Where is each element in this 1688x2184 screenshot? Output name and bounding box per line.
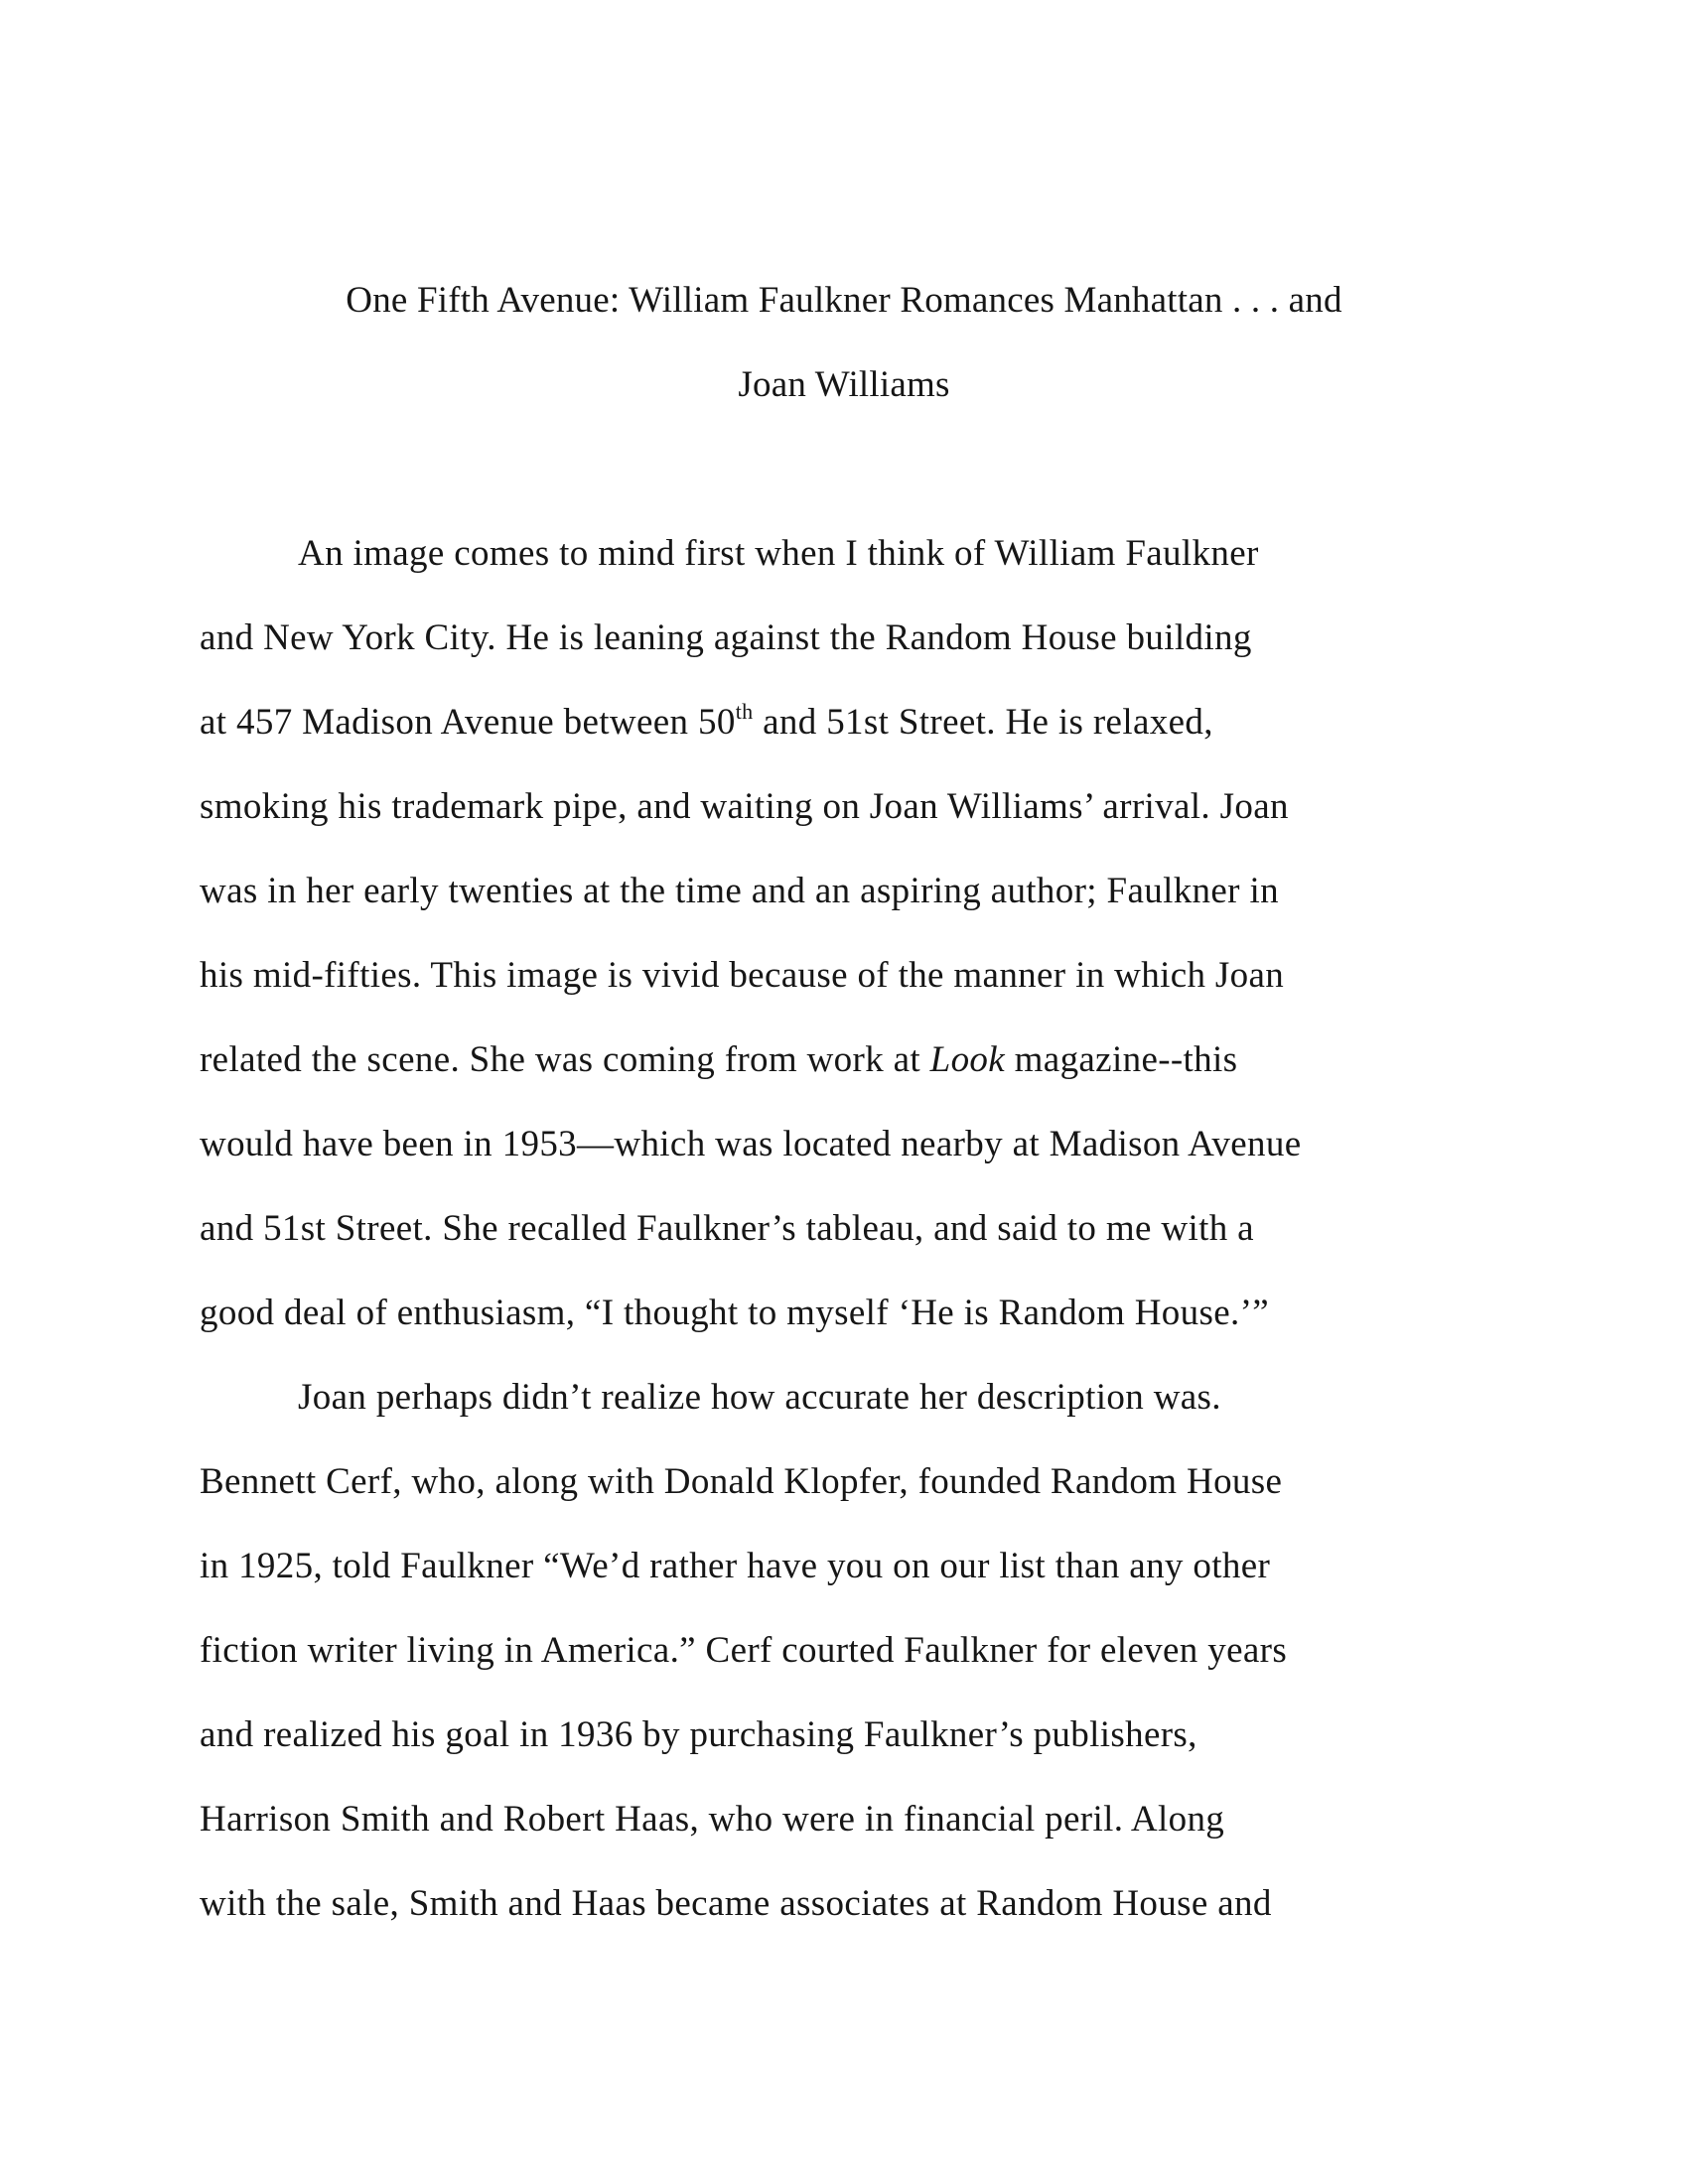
superscript-th: th: [735, 698, 754, 724]
body-line-15: and realized his goal in 1936 by purchasing Faulkner’s publishers,: [200, 1714, 1197, 1755]
body-line-3-part-2: and 51st Street. He is relaxed,: [753, 702, 1213, 743]
body-line-4: smoking his trademark pipe, and waiting on Joan Williams’ arrival. Joan: [200, 786, 1289, 827]
body-line-16: Harrison Smith and Robert Haas, who were in financial peril. Along: [200, 1799, 1225, 1840]
italic-magazine-title: Look: [929, 1039, 1006, 1080]
body-line-3-part-1: at 457 Madison Avenue between 50: [200, 702, 736, 743]
body-line-17: with the sale, Smith and Haas became associates at Random House and: [200, 1883, 1272, 1924]
body-line-7: [200, 1037, 1237, 1083]
body-line-9: and 51st Street. She recalled Faulkner’s tableau, and said to me with a: [200, 1208, 1254, 1249]
title-line-2: Joan Williams: [738, 364, 950, 405]
body-line-6: his mid-fifties. This image is vivid because of the manner in which Joan: [200, 955, 1285, 996]
body-line-7-part-2: magazine--this: [1005, 1039, 1238, 1080]
body-line-14: fiction writer living in America.” Cerf courted Faulkner for eleven years: [200, 1630, 1288, 1671]
body-line-1: An image comes to mind first when I think of William Faulkner: [298, 533, 1259, 574]
body-line-8: would have been in 1953—which was located nearby at Madison Avenue: [200, 1124, 1302, 1164]
body-line-3: [200, 700, 1213, 746]
body-line-5: was in her early twenties at the time and an aspiring author; Faulkner in: [200, 871, 1279, 911]
body-line-2: and New York City. He is leaning against the Random House building: [200, 617, 1252, 658]
body-line-11: Joan perhaps didn’t realize how accurate her description was.: [298, 1377, 1221, 1418]
title-line-1: One Fifth Avenue: William Faulkner Romances Manhattan . . . and: [346, 280, 1342, 321]
body-line-10: good deal of enthusiasm, “I thought to myself ‘He is Random House.’”: [200, 1293, 1270, 1333]
body-line-7-part-1: related the scene. She was coming from work at: [200, 1039, 930, 1080]
body-line-13: in 1925, told Faulkner “We’d rather have you on our list than any other: [200, 1546, 1271, 1586]
body-line-12: Bennett Cerf, who, along with Donald Klopfer, founded Random House: [200, 1461, 1283, 1502]
